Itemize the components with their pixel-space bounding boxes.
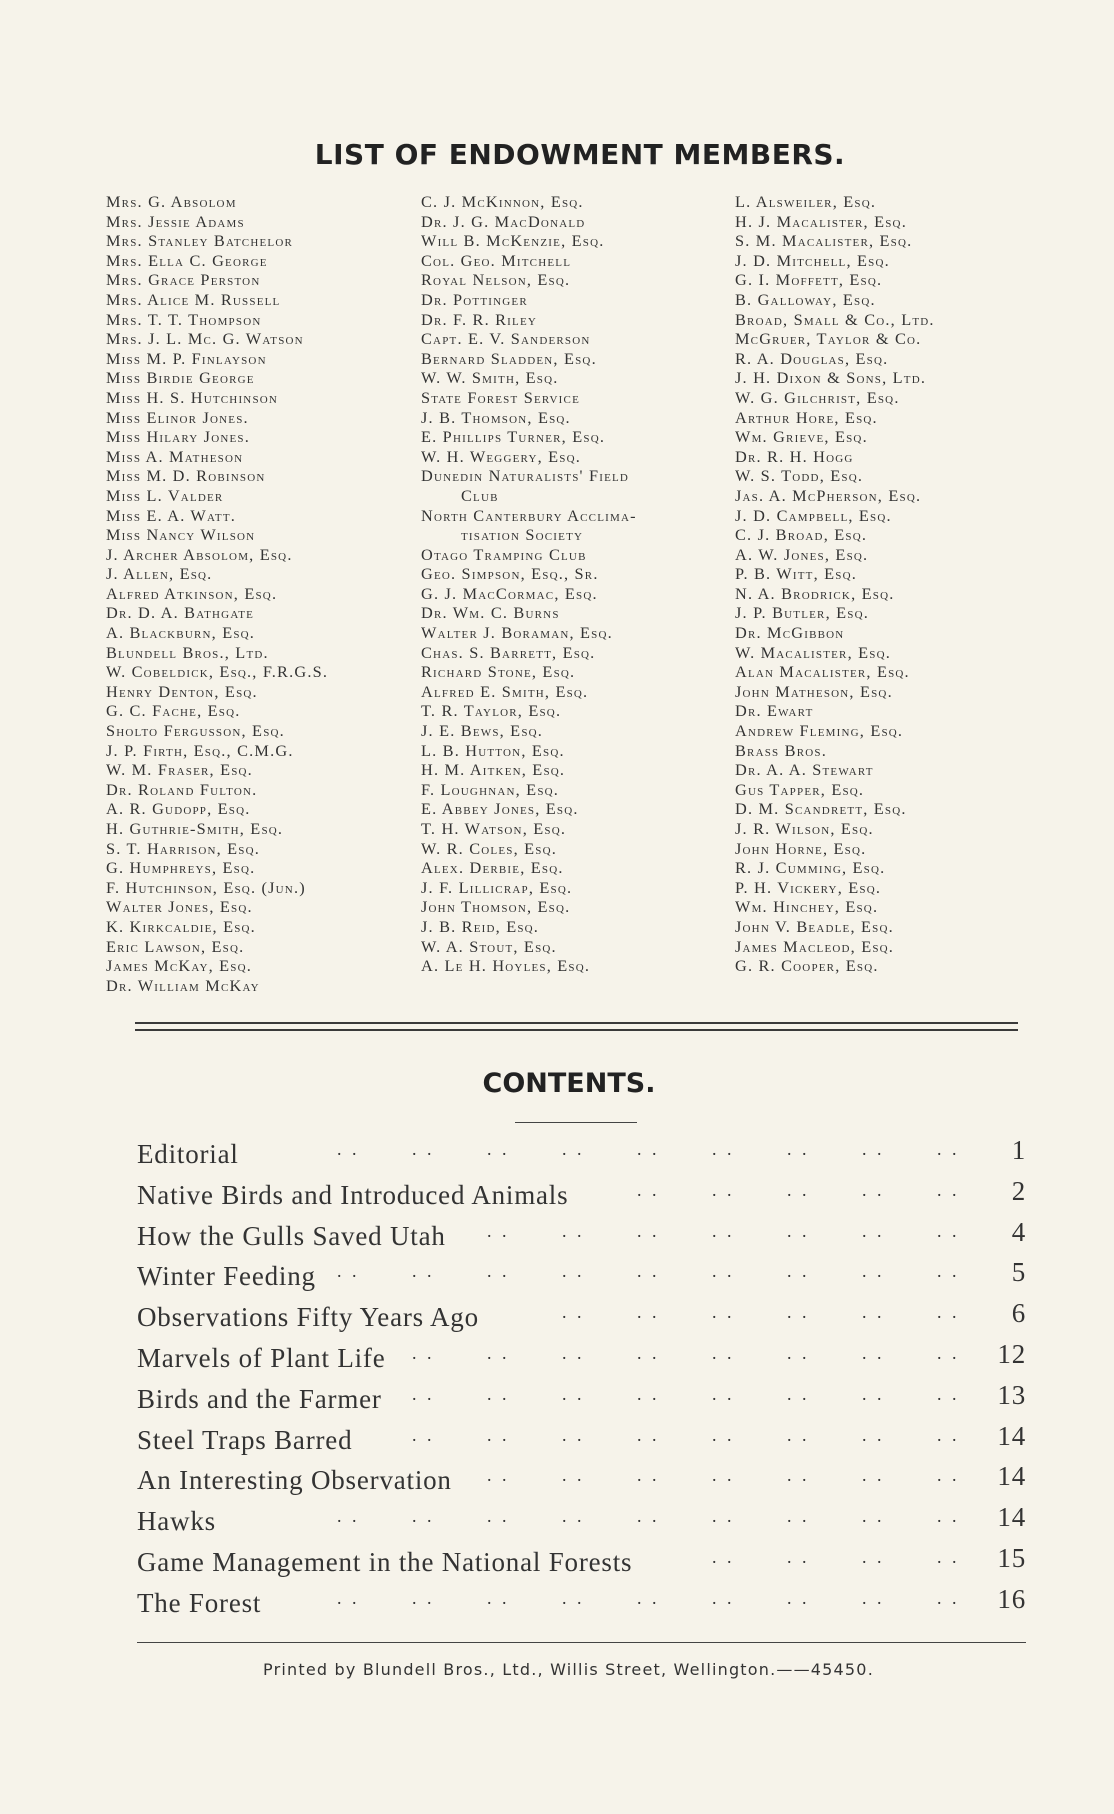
member-name: A. Blackburn, Esq. — [106, 623, 256, 643]
member-name: Dr. Ewart — [735, 701, 814, 721]
member-name: Otago Tramping Club — [421, 544, 587, 564]
member-name: Miss M. D. Robinson — [106, 466, 266, 486]
member-name: P. H. Vickery, Esq. — [735, 877, 882, 897]
member-name: McGruer, Taylor & Co. — [735, 329, 922, 349]
member-name: Sholto Fergusson, Esq. — [106, 721, 285, 741]
member-name: Arthur Hore, Esq. — [735, 407, 878, 427]
member-name: John V. Beadle, Esq. — [735, 916, 894, 936]
member-name: John Thomson, Esq. — [421, 897, 571, 917]
page-title: LIST OF ENDOWMENT MEMBERS. — [314, 138, 846, 171]
member-name: G. J. MacCormac, Esq. — [421, 583, 598, 603]
contents-entry-title: Native Birds and Introduced Animals — [137, 1179, 569, 1210]
member-name: Mrs. Stanley Batchelor — [106, 231, 294, 251]
member-name: Alex. Derbie, Esq. — [421, 858, 564, 878]
contents-entry-title: An Interesting Observation — [137, 1465, 452, 1496]
member-name: Geo. Simpson, Esq., Sr. — [421, 564, 599, 584]
member-name: James McKay, Esq. — [106, 956, 253, 976]
member-name: Miss Elinor Jones. — [106, 407, 249, 427]
member-name: W. S. Todd, Esq. — [735, 466, 864, 486]
contents-entry: . . . . . . . . . . . . . . An Interesting Observation 14 — [137, 1461, 1026, 1496]
member-name: R. A. Douglas, Esq. — [735, 348, 889, 368]
member-name: Miss M. P. Finlayson — [106, 348, 267, 368]
contents-entry-page: 2 — [1011, 1175, 1026, 1206]
contents-entry-page: 16 — [997, 1583, 1026, 1614]
contents-entry-page: 13 — [997, 1379, 1026, 1410]
member-name: G. C. Fache, Esq. — [106, 701, 241, 721]
member-name: K. Kirkcaldie, Esq. — [106, 916, 256, 936]
member-name: W. Macalister, Esq. — [735, 642, 892, 662]
member-name: State Forest Service — [421, 387, 580, 407]
member-name: Jas. A. McPherson, Esq. — [735, 485, 922, 505]
member-name: Richard Stone, Esq. — [421, 662, 576, 682]
member-name: A. W. Jones, Esq. — [735, 544, 869, 564]
member-name: D. M. Scandrett, Esq. — [735, 799, 907, 819]
contents-entry: . . . . . . . . . . . . . . . . . . Hawks 14 — [137, 1502, 1026, 1537]
member-name: G. R. Cooper, Esq. — [735, 956, 879, 976]
member-name: Mrs. Grace Perston — [106, 270, 261, 290]
member-name: S. M. Macalister, Esq. — [735, 231, 913, 251]
member-name: Mrs. Jessie Adams — [106, 211, 245, 231]
contents-entry-page: 6 — [1011, 1298, 1026, 1329]
member-name: James Macleod, Esq. — [735, 936, 895, 956]
member-name: N. A. Brodrick, Esq. — [735, 583, 895, 603]
member-name: L. B. Hutton, Esq. — [421, 740, 565, 760]
contents-entry-page: 12 — [997, 1338, 1026, 1369]
member-name: Wm. Grieve, Esq. — [735, 427, 868, 447]
contents-entry-page: 5 — [1011, 1257, 1026, 1288]
member-name: Mrs. J. L. Mc. G. Watson — [106, 329, 304, 349]
member-name: J. Archer Absolom, Esq. — [106, 544, 293, 564]
member-name: Dr. Wm. C. Burns — [421, 603, 560, 623]
member-name: Dr. F. R. Riley — [421, 309, 538, 329]
member-name: E. Phillips Turner, Esq. — [421, 427, 606, 447]
member-name: H. J. Macalister, Esq. — [735, 211, 907, 231]
member-name: J. F. Lillicrap, Esq. — [421, 877, 573, 897]
member-name: W. G. Gilchrist, Esq. — [735, 387, 900, 407]
footer-rule — [137, 1642, 1026, 1643]
member-name: Alfred Atkinson, Esq. — [106, 583, 278, 603]
contents-heading: CONTENTS. — [482, 1068, 656, 1099]
member-name: W. H. Weggery, Esq. — [421, 446, 582, 466]
member-name: R. J. Cumming, Esq. — [735, 858, 886, 878]
member-name: H. Guthrie-Smith, Esq. — [106, 819, 284, 838]
member-name: Mrs. Ella C. George — [106, 250, 268, 270]
contents-entry-page: 4 — [1011, 1216, 1026, 1247]
contents-entry: . . . . . . . . . . . . . . . . Birds and the Farmer 13 — [137, 1379, 1026, 1414]
member-name: P. B. Witt, Esq. — [735, 564, 857, 584]
contents-list — [137, 1135, 1026, 1625]
member-name: J. P. Butler, Esq. — [735, 603, 869, 623]
member-name: G. I. Moffett, Esq. — [735, 270, 883, 290]
contents-entry: . . . . . . . . . . . . . . . . . . Winter Feeding 5 — [137, 1257, 1026, 1292]
member-name: Mrs. G. Absolom — [106, 192, 237, 211]
member-name: J. P. Firth, Esq., C.M.G. — [106, 740, 294, 760]
member-name: J. E. Bews, Esq. — [421, 721, 544, 741]
member-name: Chas. S. Barrett, Esq. — [421, 642, 596, 662]
member-name: J. B. Thomson, Esq. — [421, 407, 571, 427]
member-name: Miss A. Matheson — [106, 446, 244, 466]
member-name: W. R. Coles, Esq. — [421, 838, 557, 858]
member-name: Gus Tapper, Esq. — [735, 779, 865, 799]
member-name: Miss Hilary Jones. — [106, 427, 251, 447]
member-name: G. Humphreys, Esq. — [106, 858, 256, 878]
member-name: Eric Lawson, Esq. — [106, 936, 245, 956]
member-name: Mrs. T. T. Thompson — [106, 309, 262, 329]
contents-entry-page: 15 — [997, 1542, 1026, 1573]
member-name: Royal Nelson, Esq. — [421, 270, 571, 290]
contents-entry: . . . . . . . . . . . . . . . . Marvels of Plant Life 12 — [137, 1338, 1026, 1373]
member-name: Walter Jones, Esq. — [106, 897, 253, 917]
member-name: Miss Nancy Wilson — [106, 525, 256, 545]
member-name: T. H. Watson, Esq. — [421, 819, 567, 838]
member-name: Dr. Roland Fulton. — [106, 779, 258, 799]
contents-underline — [515, 1122, 637, 1123]
contents-entry: . . . . . . . . Game Management in the National Forests 15 — [137, 1542, 1026, 1577]
member-name: C. J. McKinnon, Esq. — [421, 192, 584, 211]
member-name: W. M. Fraser, Esq. — [106, 760, 253, 780]
member-name: Alan Macalister, Esq. — [735, 662, 910, 682]
member-name: Mrs. Alice M. Russell — [106, 289, 281, 309]
member-name: Col. Geo. Mitchell — [421, 250, 572, 270]
member-name: Dr. A. A. Stewart — [735, 760, 874, 780]
member-name: Bernard Sladden, Esq. — [421, 348, 597, 368]
member-name: J. Allen, Esq. — [106, 564, 213, 584]
member-name: Broad, Small & Co., Ltd. — [735, 309, 935, 329]
divider-rule-bottom — [135, 1029, 1018, 1031]
member-name: H. M. Aitken, Esq. — [421, 760, 566, 780]
contents-entry-title: Winter Feeding — [137, 1261, 316, 1292]
member-name: Wm. Hinchey, Esq. — [735, 897, 879, 917]
members-column-1 — [106, 192, 328, 995]
printer-imprint: Printed by Blundell Bros., Ltd., Willis Street, Wellington.——45450. — [263, 1660, 874, 1679]
member-name: John Matheson, Esq. — [735, 681, 893, 701]
member-name: Dunedin Naturalists' Field — [421, 466, 630, 486]
member-name: Dr. D. A. Bathgate — [106, 603, 255, 623]
member-name: Dr. McGibbon — [735, 623, 845, 643]
contents-entry-title: Game Management in the National Forests — [137, 1546, 633, 1577]
member-name: Henry Denton, Esq. — [106, 681, 258, 701]
contents-entry-title: Marvels of Plant Life — [137, 1342, 386, 1373]
contents-entry-title: Hawks — [137, 1506, 216, 1537]
contents-entry-page: 14 — [997, 1420, 1026, 1451]
contents-entry-page: 1 — [1011, 1135, 1026, 1165]
member-name: Miss H. S. Hutchinson — [106, 387, 279, 407]
member-name: Dr. J. G. MacDonald — [421, 211, 586, 231]
member-name: Dr. William McKay — [106, 975, 260, 995]
divider-rule-top — [135, 1022, 1018, 1024]
member-name: Alfred E. Smith, Esq. — [421, 681, 589, 701]
member-name: W. Cobeldick, Esq., F.R.G.S. — [106, 662, 329, 682]
member-name: B. Galloway, Esq. — [735, 289, 876, 309]
member-name: L. Alsweiler, Esq. — [735, 192, 877, 211]
contents-entry-title: Steel Traps Barred — [137, 1424, 353, 1455]
member-name: North Canterbury Acclima- — [421, 505, 637, 525]
contents-entry-page: 14 — [997, 1502, 1026, 1533]
member-name: A. R. Gudopp, Esq. — [106, 799, 251, 819]
member-name: Walter J. Boraman, Esq. — [421, 623, 613, 643]
member-name: J. H. Dixon & Sons, Ltd. — [735, 368, 927, 388]
contents-entry: . . . . . . . . . . . . Observations Fifty Years Ago 6 — [137, 1298, 1026, 1333]
member-name: F. Hutchinson, Esq. (Jun.) — [106, 877, 306, 897]
member-name: W. A. Stout, Esq. — [421, 936, 557, 956]
member-name: J. D. Mitchell, Esq. — [735, 250, 890, 270]
contents-entry-title: Birds and the Farmer — [137, 1383, 382, 1414]
contents-entry-title: How the Gulls Saved Utah — [137, 1220, 446, 1251]
member-name: Dr. R. H. Hogg — [735, 446, 854, 466]
member-name: Capt. E. V. Sanderson — [421, 329, 591, 349]
member-name: T. R. Taylor, Esq. — [421, 701, 562, 721]
member-name: John Horne, Esq. — [735, 838, 867, 858]
member-name: J. D. Campbell, Esq. — [735, 505, 892, 525]
member-name: J. R. Wilson, Esq. — [735, 819, 874, 838]
member-name: Will B. McKenzie, Esq. — [421, 231, 605, 251]
member-name: A. Le H. Hoyles, Esq. — [421, 956, 591, 976]
member-name: Club — [461, 485, 499, 505]
members-column-3 — [735, 192, 935, 976]
member-name: Miss L. Valder — [106, 485, 224, 505]
member-name: Dr. Pottinger — [421, 289, 528, 309]
contents-entry: . . . . . . . . . . . . . . . . . . The Forest 16 — [137, 1583, 1026, 1618]
contents-entry: . . . . . . . . . . . . . . How the Gulls Saved Utah 4 — [137, 1216, 1026, 1251]
member-name: Miss E. A. Watt. — [106, 505, 237, 525]
member-name: F. Loughnan, Esq. — [421, 779, 560, 799]
member-name: J. B. Reid, Esq. — [421, 916, 540, 936]
member-name: Blundell Bros., Ltd. — [106, 642, 269, 662]
member-name: tisation Society — [461, 525, 584, 545]
member-name: W. W. Smith, Esq. — [421, 368, 559, 388]
member-name: C. J. Broad, Esq. — [735, 525, 868, 545]
contents-entry-title: The Forest — [137, 1587, 262, 1618]
contents-entry: . . . . . . . . . . Native Birds and Introduced Animals 2 — [137, 1175, 1026, 1210]
contents-entry-page: 14 — [997, 1461, 1026, 1492]
members-column-2 — [421, 192, 637, 976]
contents-entry: . . . . . . . . . . . . . . . . . . Editorial 1 — [137, 1135, 1026, 1169]
contents-entry-title: Observations Fifty Years Ago — [137, 1302, 479, 1333]
member-name: Andrew Fleming, Esq. — [735, 721, 904, 741]
contents-entry: . . . . . . . . . . . . . . . . Steel Traps Barred 14 — [137, 1420, 1026, 1455]
member-name: Brass Bros. — [735, 740, 827, 760]
member-name: E. Abbey Jones, Esq. — [421, 799, 579, 819]
member-name: Miss Birdie George — [106, 368, 255, 388]
contents-entry-title: Editorial — [137, 1139, 239, 1169]
member-name: S. T. Harrison, Esq. — [106, 838, 261, 858]
